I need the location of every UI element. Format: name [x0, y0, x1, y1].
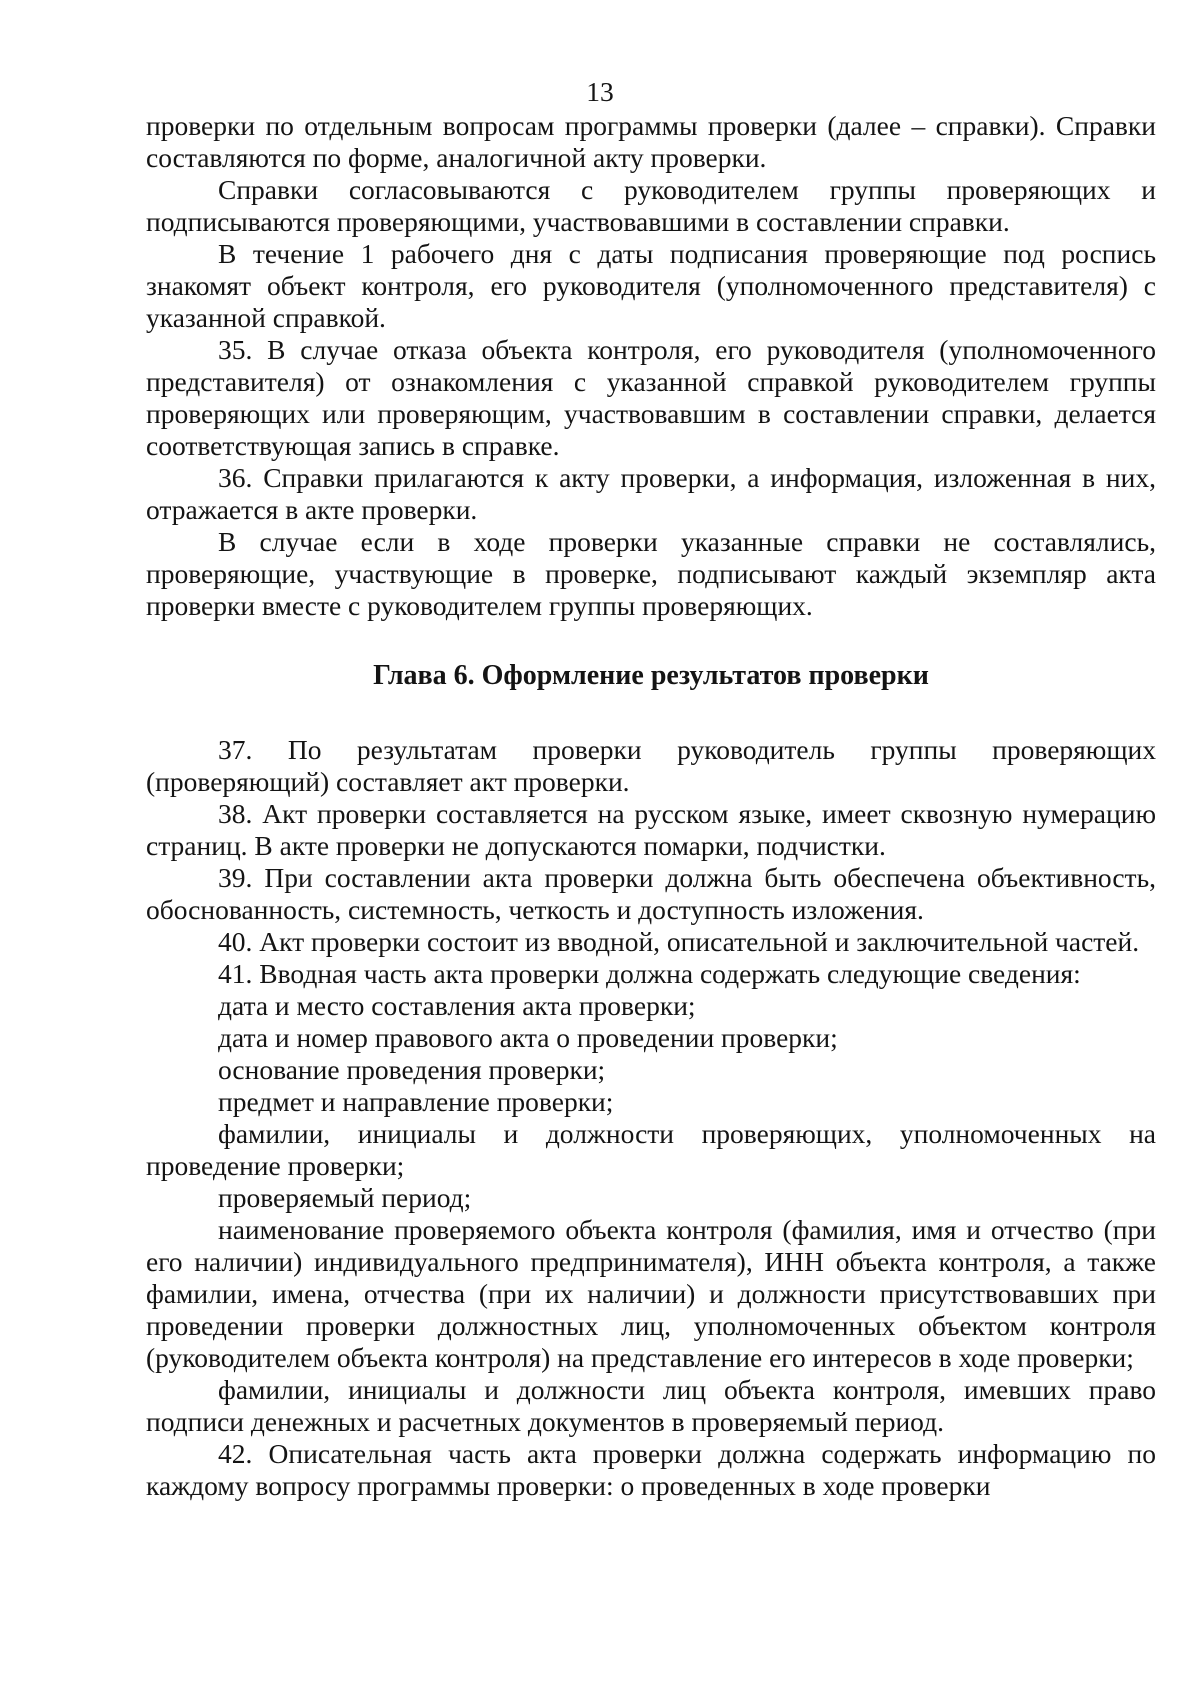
paragraph: 39. При составлении акта проверки должна быть обеспечена объективность, обоснованность, системность, четкость и доступность изложения.: [146, 862, 1156, 925]
page-number: 13: [586, 76, 614, 107]
list-item: дата и место составления акта проверки;: [218, 990, 696, 1021]
document-body: [146, 110, 1156, 1502]
list-item: фамилии, инициалы и должности проверяющих, уполномоченных на проведение проверки;: [146, 1118, 1156, 1181]
list-item: наименование проверяемого объекта контроля (фамилия, имя и отчество (при его наличии) индивидуального предпринимателя), ИНН объекта контроля, а также фамилии, имена, отчества (при их наличии) и должности присутствовавших при проведении проверки должностных лиц, уполномоченных объектом контроля (руководителем объекта контроля) на представление его интересов в ходе проверки;: [146, 1214, 1156, 1373]
list-item: проверяемый период;: [218, 1182, 472, 1213]
paragraph: 37. По результатам проверки руководитель группы проверяющих (проверяющий) составляет акт проверки.: [146, 734, 1156, 797]
paragraph: Справки согласовываются с руководителем группы проверяющих и подписываются проверяющими, участвовавшими в составлении справки.: [146, 174, 1156, 237]
list-item: предмет и направление проверки;: [218, 1086, 614, 1117]
paragraph: проверки по отдельным вопросам программы проверки (далее – справки). Справки составляются по форме, аналогичной акту проверки.: [146, 110, 1156, 173]
paragraph: 41. Вводная часть акта проверки должна содержать следующие сведения:: [218, 958, 1081, 989]
list-item: дата и номер правового акта о проведении проверки;: [218, 1022, 838, 1053]
chapter-title: Глава 6. Оформление результатов проверки: [373, 660, 929, 691]
list-item: основание проведения проверки;: [218, 1054, 606, 1085]
paragraph: 35. В случае отказа объекта контроля, его руководителя (уполномоченного представителя) от ознакомления с указанной справкой руководителем группы проверяющих или проверяющим, участвовавшим в составлении справки, делается соответствующая запись в справке.: [146, 334, 1156, 461]
paragraph: 40. Акт проверки состоит из вводной, описательной и заключительной частей.: [218, 926, 1140, 957]
list-item: фамилии, инициалы и должности лиц объекта контроля, имевших право подписи денежных и расчетных документов в проверяемый период.: [146, 1374, 1156, 1437]
paragraph: 38. Акт проверки составляется на русском языке, имеет сквозную нумерацию страниц. В акте проверки не допускаются помарки, подчистки.: [146, 798, 1156, 861]
paragraph: 42. Описательная часть акта проверки должна содержать информацию по каждому вопросу программы проверки: о проведенных в ходе проверки: [146, 1438, 1156, 1501]
paragraph: В случае если в ходе проверки указанные справки не составлялись, проверяющие, участвующие в проверке, подписывают каждый экземпляр акта проверки вместе с руководителем группы проверяющих.: [146, 526, 1156, 621]
paragraph: В течение 1 рабочего дня с даты подписания проверяющие под роспись знакомят объект контроля, его руководителя (уполномоченного представителя) с указанной справкой.: [146, 238, 1156, 333]
paragraph: 36. Справки прилагаются к акту проверки, а информация, изложенная в них, отражается в акте проверки.: [146, 462, 1156, 525]
